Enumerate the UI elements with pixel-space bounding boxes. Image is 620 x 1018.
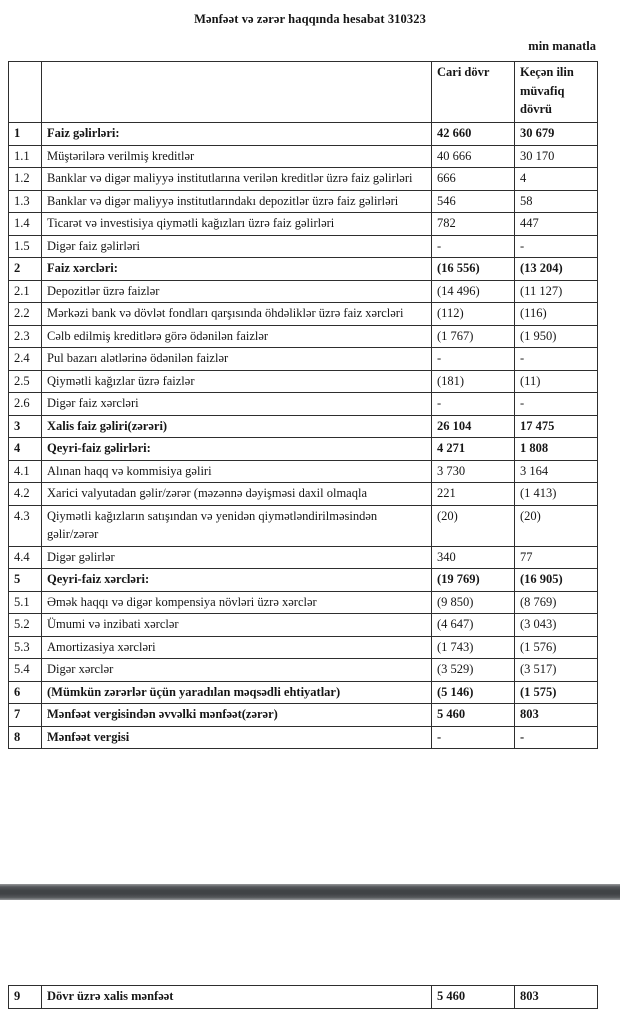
row-label-cell: Banklar və digər maliyyə institutlarındakı depozitlər üzrə faiz gəlirləri [42,190,432,213]
row-number-cell: 1.2 [9,168,42,191]
row-number-cell: 2.3 [9,325,42,348]
table-row [9,505,598,546]
table-row [9,681,598,704]
previous-value-cell: - [515,393,598,416]
current-value-cell: (14 496) [432,280,515,303]
row-number-cell: 4.3 [9,505,42,546]
previous-value-cell: 447 [515,213,598,236]
table-row [9,483,598,506]
current-value-cell: 3 730 [432,460,515,483]
row-label-cell: Digər gəlirlər [42,546,432,569]
previous-value-cell: (11) [515,370,598,393]
row-number-cell: 4.4 [9,546,42,569]
table-row [9,370,598,393]
table-row [9,348,598,371]
previous-value-cell: 3 164 [515,460,598,483]
row-label-cell: Qeyri-faiz gəlirləri: [42,438,432,461]
previous-value-cell: (13 204) [515,258,598,281]
row-number-cell: 2.1 [9,280,42,303]
row-number-cell: 3 [9,415,42,438]
row-number-cell: 2.6 [9,393,42,416]
current-value-cell: 42 660 [432,123,515,146]
row-number-cell: 1.3 [9,190,42,213]
current-value-cell: 666 [432,168,515,191]
current-value-cell: (5 146) [432,681,515,704]
row-label-cell: (Mümkün zərərlər üçün yaradılan məqsədli ehtiyatlar) [42,681,432,704]
row-label-cell: Cəlb edilmiş kreditlərə görə ödənilən faizlər [42,325,432,348]
unit-label: min manatla [528,39,596,53]
row-number-cell: 2.4 [9,348,42,371]
header-previous-period: Keçən ilin müvafiq dövrü [515,62,598,123]
row-label-cell: Mənfəət vergisindən əvvəlki mənfəət(zərər) [42,704,432,727]
table-row [9,303,598,326]
row-number-cell: 2 [9,258,42,281]
previous-value-cell: - [515,235,598,258]
previous-value-cell: (1 950) [515,325,598,348]
previous-value-cell: 17 475 [515,415,598,438]
current-value-cell: 40 666 [432,145,515,168]
current-value-cell: 340 [432,546,515,569]
row-number-cell: 4.2 [9,483,42,506]
row-number-cell: 7 [9,704,42,727]
row-number-cell: 2.2 [9,303,42,326]
row-number-cell: 1.5 [9,235,42,258]
previous-value-cell: 30 679 [515,123,598,146]
row-number-cell: 4.1 [9,460,42,483]
current-value-cell: - [432,348,515,371]
current-value-cell: (19 769) [432,569,515,592]
row-label-cell: Faiz gəlirləri: [42,123,432,146]
previous-value-cell: (11 127) [515,280,598,303]
row-number-cell: 5.2 [9,614,42,637]
current-value-cell: (181) [432,370,515,393]
previous-value-cell: (1 413) [515,483,598,506]
table-row [9,325,598,348]
row-number-cell: 5.4 [9,659,42,682]
row-label-cell: Banklar və digər maliyyə institutlarına verilən kreditlər üzrə faiz gəlirləri [42,168,432,191]
table-row [9,145,598,168]
current-value-cell: (1 767) [432,325,515,348]
current-value-cell: 221 [432,483,515,506]
previous-value-cell: (3 517) [515,659,598,682]
row-label-cell: Pul bazarı alətlərinə ödənilən faizlər [42,348,432,371]
current-value-cell: - [432,393,515,416]
current-value-cell: (112) [432,303,515,326]
table-row [9,636,598,659]
row-number-cell: 2.5 [9,370,42,393]
row-number-cell: 5.1 [9,591,42,614]
table-row [9,726,598,749]
previous-value-cell: 803 [515,704,598,727]
table-row [9,569,598,592]
table-row [9,460,598,483]
continuation-table-container [8,985,598,1009]
row-number-cell: 6 [9,681,42,704]
current-value-cell: 546 [432,190,515,213]
previous-value-cell: 1 808 [515,438,598,461]
row-number-cell: 5 [9,569,42,592]
row-label-cell: Xalis faiz gəliri(zərəri) [42,415,432,438]
table-row [9,258,598,281]
table-row [9,393,598,416]
current-value-cell: 26 104 [432,415,515,438]
row-label-cell: Amortizasiya xərcləri [42,636,432,659]
row-label-cell: Qiymətli kağızların satışından və yenidən qiymətləndirilməsindən gəlir/zərər [42,505,432,546]
pnl-table [8,61,598,749]
pnl-table-container [8,61,598,749]
current-value-cell: 5 460 [432,986,515,1009]
row-label-cell: Digər xərclər [42,659,432,682]
row-label-cell: Alınan haqq və kommisiya gəliri [42,460,432,483]
table-row [9,213,598,236]
table-row [9,591,598,614]
table-row [9,546,598,569]
table-row [9,280,598,303]
previous-value-cell: (20) [515,505,598,546]
row-label-cell: Müştərilərə verilmiş kreditlər [42,145,432,168]
current-value-cell: (9 850) [432,591,515,614]
row-label-cell: Qeyri-faiz xərcləri: [42,569,432,592]
header-current-period: Cari dövr [432,62,515,123]
previous-value-cell: (8 769) [515,591,598,614]
table-row [9,190,598,213]
row-number-cell: 5.3 [9,636,42,659]
previous-value-cell: 77 [515,546,598,569]
row-label-cell: Xarici valyutadan gəlir/zərər (məzənnə dəyişməsi daxil olmaqla [42,483,432,506]
previous-value-cell: 30 170 [515,145,598,168]
previous-value-cell: 58 [515,190,598,213]
row-label-cell: Faiz xərcləri: [42,258,432,281]
previous-value-cell: 4 [515,168,598,191]
table-header-row [9,62,598,123]
header-empty-number-cell [9,62,42,123]
table-row [9,704,598,727]
previous-value-cell: (3 043) [515,614,598,637]
previous-value-cell: 803 [515,986,598,1009]
current-value-cell: (20) [432,505,515,546]
table-row [9,986,598,1009]
previous-value-cell: (1 575) [515,681,598,704]
row-label-cell: Digər faiz xərcləri [42,393,432,416]
row-label-cell: Depozitlər üzrə faizlər [42,280,432,303]
previous-value-cell: (116) [515,303,598,326]
previous-value-cell: (1 576) [515,636,598,659]
row-label-cell: Ticarət və investisiya qiymətli kağızları üzrə faiz gəlirləri [42,213,432,236]
previous-value-cell: - [515,726,598,749]
table-row [9,415,598,438]
table-row [9,614,598,637]
previous-value-cell: (16 905) [515,569,598,592]
current-value-cell: 4 271 [432,438,515,461]
row-number-cell: 4 [9,438,42,461]
table-row [9,123,598,146]
row-number-cell: 1.1 [9,145,42,168]
current-value-cell: (1 743) [432,636,515,659]
row-number-cell: 1 [9,123,42,146]
row-label-cell: Mərkəzi bank və dövlət fondları qarşısında öhdəliklər üzrə faiz xərcləri [42,303,432,326]
current-value-cell: - [432,235,515,258]
current-value-cell: 782 [432,213,515,236]
row-label-cell: Dövr üzrə xalis mənfəət [42,986,432,1009]
table-row [9,438,598,461]
previous-value-cell: - [515,348,598,371]
current-value-cell: (3 529) [432,659,515,682]
row-number-cell: 9 [9,986,42,1009]
current-value-cell: (16 556) [432,258,515,281]
continuation-table [8,985,598,1009]
row-number-cell: 1.4 [9,213,42,236]
current-value-cell: - [432,726,515,749]
table-row [9,235,598,258]
header-empty-label-cell [42,62,432,123]
row-label-cell: Əmək haqqı və digər kompensiya növləri üzrə xərclər [42,591,432,614]
table-row [9,659,598,682]
row-label-cell: Ümumi və inzibati xərclər [42,614,432,637]
current-value-cell: (4 647) [432,614,515,637]
page-separator-bar [0,884,620,900]
row-label-cell: Mənfəət vergisi [42,726,432,749]
row-label-cell: Digər faiz gəlirləri [42,235,432,258]
table-row [9,168,598,191]
current-value-cell: 5 460 [432,704,515,727]
report-title: Mənfəət və zərər haqqında hesabat 310323 [194,12,426,26]
row-number-cell: 8 [9,726,42,749]
row-label-cell: Qiymətli kağızlar üzrə faizlər [42,370,432,393]
